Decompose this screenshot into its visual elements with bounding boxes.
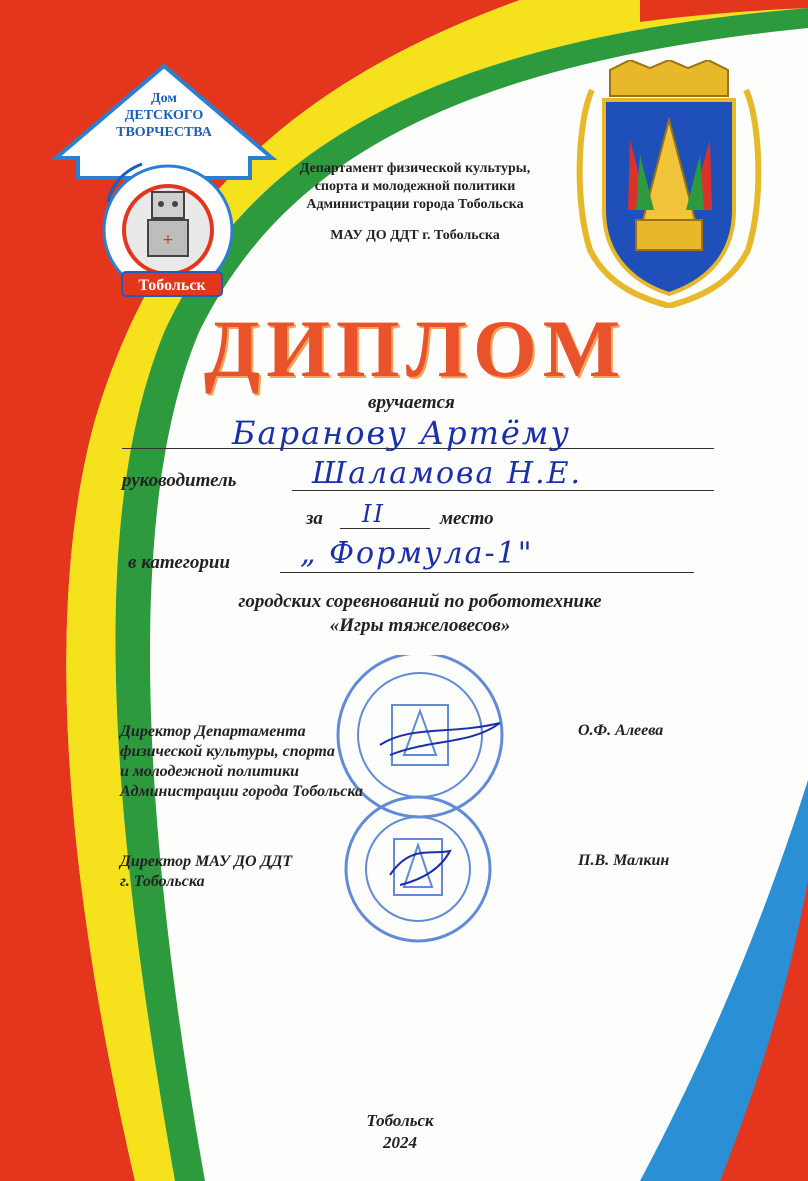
award-intro: вручается bbox=[368, 392, 455, 413]
director1-line: Директор Департамента bbox=[120, 723, 306, 740]
event-line: городских соревнований по робототехнике bbox=[238, 591, 602, 612]
category-line bbox=[280, 572, 694, 573]
svg-text:Дом: Дом bbox=[151, 91, 177, 106]
place-suffix: место bbox=[440, 508, 494, 529]
director2-line: Директор МАУ ДО ДДТ bbox=[120, 853, 293, 870]
department-line: Администрации города Тобольска bbox=[306, 197, 524, 212]
svg-text:ДЕТСКОГО: ДЕТСКОГО bbox=[124, 108, 204, 123]
event-description bbox=[120, 590, 720, 638]
director1-line: и молодежной политики bbox=[120, 763, 300, 780]
director1-line: физической культуры, спорта bbox=[120, 743, 335, 760]
director1-line: Администрации города Тобольска bbox=[120, 783, 364, 800]
institution-name: МАУ ДО ДДТ г. Тобольска bbox=[330, 228, 500, 243]
ddt-logo bbox=[50, 62, 278, 302]
director2-title bbox=[120, 852, 292, 892]
supervisor-name: Шаламова Н.Е. bbox=[312, 456, 583, 491]
svg-text:+: + bbox=[162, 232, 174, 248]
director1-title bbox=[120, 722, 363, 802]
department-line: Департамент физической культуры, bbox=[299, 161, 531, 176]
place-value: II bbox=[362, 500, 385, 528]
director2-name: П.В. Малкин bbox=[578, 852, 670, 869]
department-line: спорта и молодежной политики bbox=[314, 179, 516, 194]
footer-year: 2024 bbox=[383, 1133, 417, 1152]
supervisor-label: руководитель bbox=[122, 470, 237, 491]
category-value: „ Формула-1" bbox=[300, 536, 534, 571]
footer-city: Тобольск bbox=[366, 1111, 434, 1130]
coat-of-arms bbox=[570, 60, 768, 308]
director2-line: г. Тобольска bbox=[120, 873, 205, 890]
recipient-name: Баранову Артёму bbox=[232, 414, 571, 452]
place-prefix: за bbox=[306, 508, 323, 529]
svg-text:ТВОРЧЕСТВА: ТВОРЧЕСТВА bbox=[116, 125, 212, 140]
event-line: «Игры тяжеловесов» bbox=[329, 615, 511, 636]
official-stamps bbox=[320, 655, 520, 955]
diploma-title: ДИПЛОМ bbox=[203, 303, 627, 394]
category-label: в категории bbox=[128, 552, 231, 573]
director1-name: О.Ф. Алеева bbox=[578, 722, 664, 739]
svg-text:Тобольск: Тобольск bbox=[138, 277, 206, 294]
place-line bbox=[340, 528, 430, 529]
footer bbox=[330, 1110, 470, 1154]
department-header bbox=[280, 160, 550, 214]
